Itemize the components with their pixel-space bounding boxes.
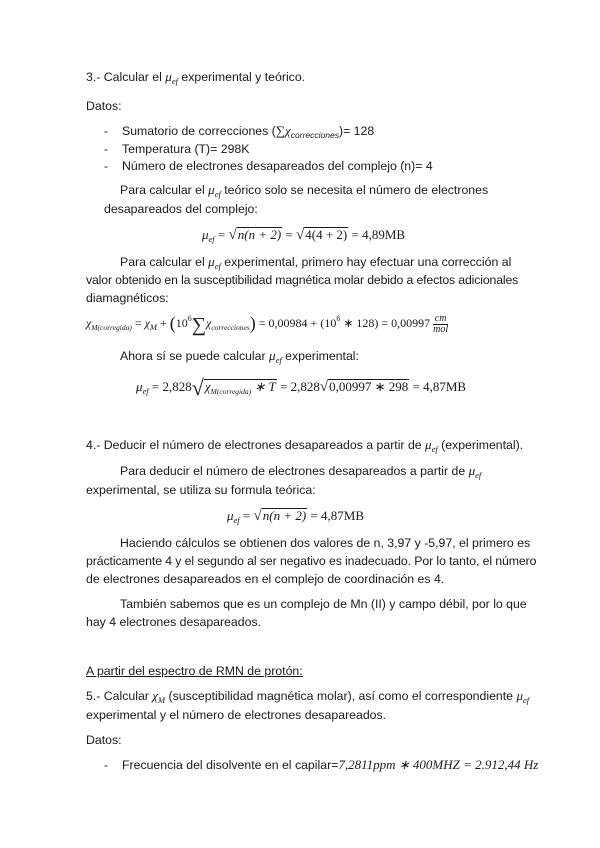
bullet-marker: -	[104, 142, 109, 156]
q3-item-sum-corrections: Sumatorio de correcciones $(\sum\chi_{correcciones})= 128$	[122, 123, 375, 140]
q5-title-line1: 5.- Calcular $\chi_M$ (susceptibilidad magnética molar), así como el correspondiente $\mu_{ef}$	[86, 688, 530, 705]
q3-para2-line3: diamagnéticos:	[86, 291, 169, 305]
q3-para2-line2: valor obtenido en la susceptibilidad magnética molar debido a efectos adicionales	[86, 273, 519, 287]
q3-title-pre: 3.- Calcular el	[86, 70, 166, 84]
q3-title-post: experimental y teórico.	[177, 70, 306, 84]
q3-para2-line1: Para calcular el $\mu_{ef}$ experimental, primero hay efectuar una corrección al	[120, 254, 512, 271]
q4-para2-line3: de electrones desapareados en el complejo de coordinación es 4.	[86, 572, 445, 586]
q4-title: 4.- Deducir el número de electrones desapareados a partir de $\mu_{ef}$ (experimental).	[86, 437, 524, 454]
q3-para1-line1: Para calcular el $\mu_{ef}$ teórico solo se necesita el número de electrones	[120, 182, 489, 199]
q4-para1-line1: Para deducir el número de electrones desapareados a partir de $\mu_{ef}$	[120, 463, 482, 480]
q3-para3: Ahora sí se puede calcular $\mu_{ef}$ experimental:	[120, 348, 359, 365]
q3-para1-line2: desapareados del complejo:	[104, 202, 258, 216]
q4-para3-line1: También sabemos que es un complejo de Mn (II) y campo débil, por lo que	[120, 597, 527, 611]
q3-item-temperature: Temperatura (T)= 298K	[122, 142, 250, 156]
q3-item-electrons: Número de electrones desapareados del complejo (n)= 4	[122, 159, 433, 173]
q4-para2-line1: Haciendo cálculos se obtienen dos valores de n, 3,97 y -5,97, el primero es	[120, 536, 531, 550]
bullet-marker: -	[104, 758, 109, 772]
q4-para2-line2: prácticamente 4 y el segundo al ser negativo es inadecuado. Por lo tanto, el número	[86, 554, 537, 568]
equation-mu-n: $\mu_{ef} = √n(n + 2) = 4,87MB$	[227, 508, 364, 525]
equation-mu-theoretical: $\mu_{ef} = √n(n + 2) = √4(4 + 2) = 4,89MB$	[202, 227, 406, 244]
q4-para1-line2: experimental, se utiliza su formula teórica:	[86, 483, 316, 497]
q3-title	[86, 69, 305, 89]
q5-datos-label: Datos:	[86, 733, 122, 747]
q5-item-frequency: Frecuencia del disolvente en el capilar=7,2811ppm ∗ 400MHZ = 2.912,44 Hz	[122, 757, 539, 772]
rmn-section-heading: A partir del espectro de RMN de protón:	[86, 664, 303, 678]
q5-title-line2: experimental y el número de electrones desapareados.	[86, 708, 387, 722]
q4-para3-line2: hay 4 electrones desapareados.	[86, 615, 262, 629]
bullet-marker: -	[104, 124, 109, 138]
q3-datos-label: Datos:	[86, 99, 122, 113]
mu-symbol: $\mu_{ef}$	[165, 69, 178, 86]
equation-chi-corrected: $\chi_{M(corregida)} = \chi_M + (10^6\sum\chi_{correcciones}) = 0,00984 + (10^6$ ∗ 128) = 0,00997 $\frac{cm}{\text{mol}}$	[86, 312, 449, 336]
bullet-marker: -	[104, 159, 109, 173]
equation-mu-experimental: $\mu_{ef} = 2,828√\chi_{M(corregida)}$ ∗ T = 2,828√0,00997 ∗ 298 = 4,87MB	[136, 375, 467, 400]
